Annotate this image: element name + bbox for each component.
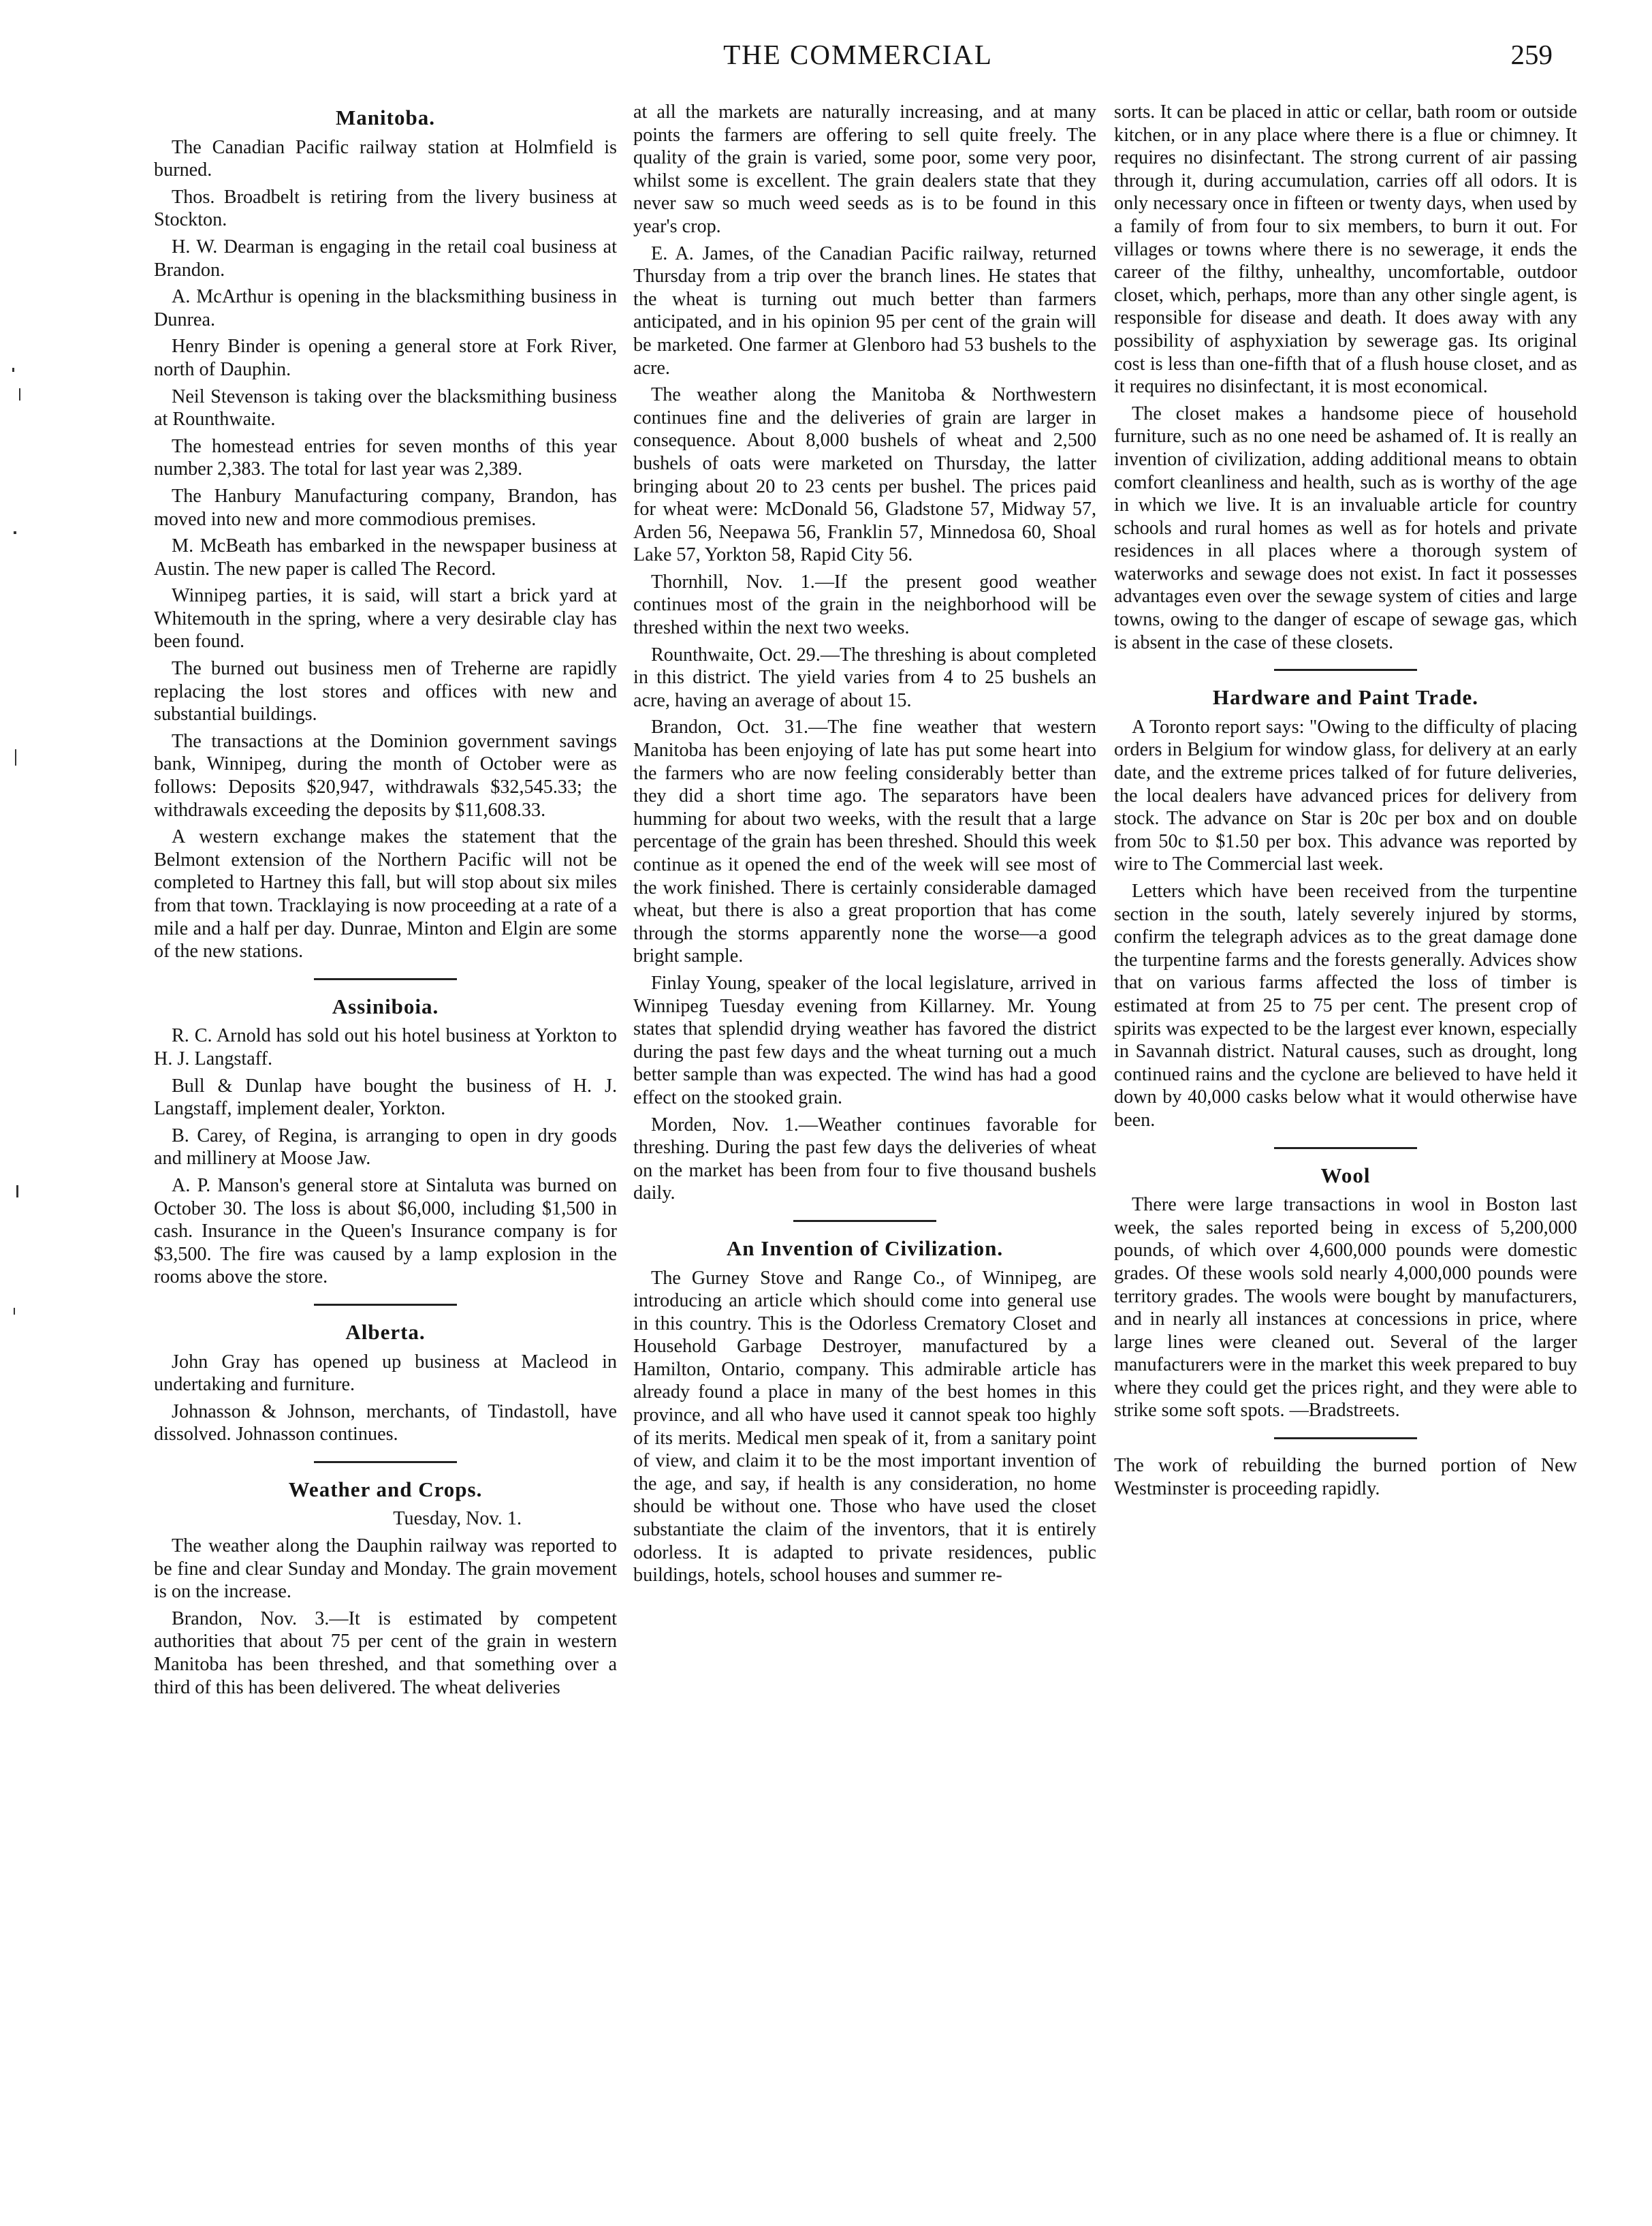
masthead [150, 38, 1566, 79]
article-paragraph: The weather along the Manitoba & Northwestern continues fine and the deliveries of grain are larger in consequence. About 8,000 bushels of wheat and 2,500 bushels of oats were marketed on Thursday, the latter bringing about 20 to 23 cents per bushel. The prices paid for wheat were: McDonald 56, Gladstone 57, Midway 57, Arden 56, Neepawa 56, Franklin 57, Minnedosa 60, Shoal Lake 57, Yorkton 58, Rapid City 56. [633, 384, 1096, 566]
section-heading: Weather and Crops. [288, 1477, 483, 1501]
article-paragraph: The work of rebuilding the burned portion of New Westminster is proceeding rapidly. [1114, 1455, 1577, 1499]
article-paragraph: The Hanbury Manufacturing company, Brandon, has moved into new and more commodious premises. [154, 485, 617, 530]
article-paragraph: The homestead entries for seven months of this year number 2,383. The total for last year was 2,389. [154, 435, 617, 480]
section-divider [793, 1220, 936, 1222]
article-paragraph: The transactions at the Dominion government savings bank, Winnipeg, during the month of October were as follows: Deposits $20,947, withdrawals $32,545.33; the withdrawals exceeding the deposits by $11,608.33. [154, 730, 617, 821]
article-paragraph: Thos. Broadbelt is retiring from the livery business at Stockton. [154, 186, 617, 231]
article-paragraph: A western exchange makes the statement that the Belmont extension of the Northern Pacific will not be completed to Hartney this fall, but will stop about six miles from that town. Tracklaying is now proceeding at a rate of a mile and a half per day. Dunrae, Minton and Elgin are some of the new stations. [154, 826, 617, 962]
section-heading: Assiniboia. [332, 994, 439, 1018]
article-paragraph: B. Carey, of Regina, is arranging to open in dry goods and millinery at Moose Jaw. [154, 1125, 617, 1170]
article-paragraph: The weather along the Dauphin railway was reported to be fine and clear Sunday and Monday. The grain movement is on the increase. [154, 1535, 617, 1603]
article-paragraph: Thornhill, Nov. 1.—If the present good weather continues most of the grain in the neighborhood will be threshed within the next two weeks. [633, 571, 1096, 639]
dateline: Tuesday, Nov. 1. [393, 1508, 522, 1530]
article-paragraph: M. McBeath has embarked in the newspaper business at Austin. The new paper is called The Record. [154, 535, 617, 580]
article-paragraph: R. C. Arnold has sold out his hotel business at Yorkton to H. J. Langstaff. [154, 1025, 617, 1069]
article-paragraph: A. McArthur is opening in the blacksmithing business in Dunrea. [154, 286, 617, 330]
article-paragraph: Brandon, Oct. 31.—The fine weather that western Manitoba has been enjoying of late has put some heart into the farmers who are now feeling considerably better than they did a short time ago. The separators have been humming for about two weeks, with the result that a large percentage of the grain has been threshed. Should this week continue as it opened the end of the week will see most of the work finished. There is certainly considerable damaged wheat, but there is also a great proportion that has come through the storms apparently none the worse—a good bright sample. [633, 717, 1096, 967]
section-divider [1274, 669, 1417, 671]
section-divider [314, 1304, 457, 1306]
article-paragraph: sorts. It can be placed in attic or cellar, bath room or outside kitchen, or in any place where there is a flue or chimney. It requires no disinfectant. The strong current of air passing through it, during accumulation, carries off all odors. It is only necessary once in fifteen or twenty days, when used by a family of from four to six members, to burn it out. For villages or towns where there is no sewerage, it ends the career of the filthy, unhealthy, uncomfortable, outdoor closet, which, perhaps, more than any other single agent, is responsible for disease and death. It does away with any possibility of asphyxiation by sewerage gas. Its original cost is less than one-fifth that of a flush house closet, and as it requires no disinfectant, it is most economical. [1114, 101, 1577, 398]
publication-title: THE COMMERCIAL [723, 39, 993, 70]
article-paragraph: at all the markets are naturally increasing, and at many points the farmers are offering to sell quite freely. The quality of the grain is varied, some poor, some very poor, whilst some is excellent. The grain dealers state that they never saw so much weed seeds as is to be found in this year's crop. [633, 101, 1096, 237]
article-paragraph: Johnasson & Johnson, merchants, of Tindastoll, have dissolved. Johnasson continues. [154, 1400, 617, 1445]
article-paragraph: The Gurney Stove and Range Co., of Winnipeg, are introducing an article which should come into general use in this country. This is the Odorless Crematory Closet and Household Garbage Destroyer, manufactured by a Hamilton, Ontario, company. This admirable article has already found a place in many of the best homes in this province, and all who have used it cannot speak too highly of its merits. Medical men speak of it, from a sanitary point of view, and claim it to be the most important invention of the age, and say, if health is any consideration, no home should be without one. Those who have used the closet substantiate the claim of the inventors, that it is entirely odorless. It is adapted to private residences, public buildings, hotels, school houses and summer re- [633, 1267, 1096, 1586]
column-1 [154, 101, 617, 1703]
section-heading: Hardware and Paint Trade. [1212, 685, 1479, 710]
article-paragraph: Rounthwaite, Oct. 29.—The threshing is about completed in this district. The yield varies from 4 to 25 bushels an acre, having an average of about 15. [633, 644, 1096, 711]
article-paragraph: Letters which have been received from the turpentine section in the south, lately severely injured by storms, confirm the telegraph advices as to the great damage done the turpentine farms and the forests generally. Advices show that on various farms affected the loss of timber is estimated at from 25 to 75 per cent. The present crop of spirits was expected to be the largest ever known, especially in Savannah district. Natural causes, such as drought, long continued rains and the cyclone are believed to have held it down by 40,000 casks below what it would otherwise have been. [1114, 881, 1577, 1131]
section-heading: Wool [1320, 1163, 1371, 1187]
article-paragraph: E. A. James, of the Canadian Pacific railway, returned Thursday from a trip over the branch lines. He states that the wheat is turning out much better than farmers anticipated, and in his opinion 95 per cent of the grain will be marketed. One farmer at Glenboro had 53 bushels to the acre. [633, 242, 1096, 379]
article-paragraph: The Canadian Pacific railway station at Holmfield is burned. [154, 136, 617, 181]
article-paragraph: Winnipeg parties, it is said, will start a brick yard at Whitemouth in the spring, where a very desirable clay has been found. [154, 585, 617, 653]
article-paragraph: Bull & Dunlap have bought the business of H. J. Langstaff, implement dealer, Yorkton. [154, 1075, 617, 1120]
article-paragraph: Finlay Young, speaker of the local legislature, arrived in Winnipeg Tuesday evening from Killarney. Mr. Young states that splendid drying weather has favored the district during the past few days and the wheat turning out a much better sample than was expected. The wind has had a good effect on the stooked grain. [633, 972, 1096, 1108]
article-paragraph: A Toronto report says: "Owing to the difficulty of placing orders in Belgium for window glass, for delivery at an early date, and the extreme prices talked of for future deliveries, the local dealers have advanced prices for delivery from stock. The advance on Star is 20c per box and on double from 50c to $1.50 per box. This advance was reported by wire to The Commercial last week. [1114, 716, 1577, 875]
section-divider [1274, 1437, 1417, 1439]
article-paragraph: The closet makes a handsome piece of household furniture, such as no one need be ashamed of. It is really an invention of civilization, adding additional means to obtain comfort cleanliness and health, such as is worthy of the age in which we live. It is an invaluable article for country schools and rural homes as well as for hotels and private residences in all places where a thorough system of waterworks and sewage does not exist. In fact it possesses advantages even over the sewage system of cities and large towns, owing to the danger of escape of sewage gas, which is absent in the case of these closets. [1114, 403, 1577, 653]
article-paragraph: Morden, Nov. 1.—Weather continues favorable for threshing. During the past few days the deliveries of wheat on the market has been from four to five thousand bushels daily. [633, 1114, 1096, 1204]
column-2 [633, 101, 1096, 1591]
article-paragraph: H. W. Dearman is engaging in the retail coal business at Brandon. [154, 236, 617, 281]
page-number: 259 [1510, 39, 1553, 70]
article-paragraph: John Gray has opened up business at Macleod in undertaking and furniture. [154, 1351, 617, 1396]
article-paragraph: There were large transactions in wool in Boston last week, the sales reported being in excess of 5,200,000 pounds, of which over 4,600,000 pounds were domestic grades. Of these wools sold nearly 4,000,000 pounds were territory grades. The wools were bought by manufacturers, and in nearly all instances at concessions in price, where large lines were cleaned out. Several of the larger manufacturers were in the market this week prepared to buy where they could get the prices right, and they were able to strike some soft spots. —Bradstreets. [1114, 1194, 1577, 1422]
article-paragraph: The burned out business men of Treherne are rapidly replacing the lost stores and offices with new and substantial buildings. [154, 658, 617, 725]
scan-margin-specks [10, 368, 37, 1321]
section-heading: An Invention of Civilization. [726, 1236, 1004, 1260]
article-paragraph: A. P. Manson's general store at Sintaluta was burned on October 30. The loss is about $6,000, including $1,500 in cash. Insurance in the Queen's Insurance company is for $3,500. The fire was caused by a lamp explosion in the rooms above the store. [154, 1174, 617, 1288]
section-divider [314, 978, 457, 980]
section-divider [314, 1461, 457, 1463]
article-paragraph: Brandon, Nov. 3.—It is estimated by competent authorities that about 75 per cent of the grain in western Manitoba has been threshed, and that something over a third of this has been delivered. The wheat deliveries [154, 1608, 617, 1698]
section-heading: Alberta. [345, 1319, 426, 1344]
section-divider [1274, 1147, 1417, 1149]
column-3 [1114, 101, 1577, 1504]
article-paragraph: Henry Binder is opening a general store at Fork River, north of Dauphin. [154, 336, 617, 380]
section-heading: Manitoba. [336, 106, 435, 129]
article-paragraph: Neil Stevenson is taking over the blacksmithing business at Rounthwaite. [154, 386, 617, 430]
